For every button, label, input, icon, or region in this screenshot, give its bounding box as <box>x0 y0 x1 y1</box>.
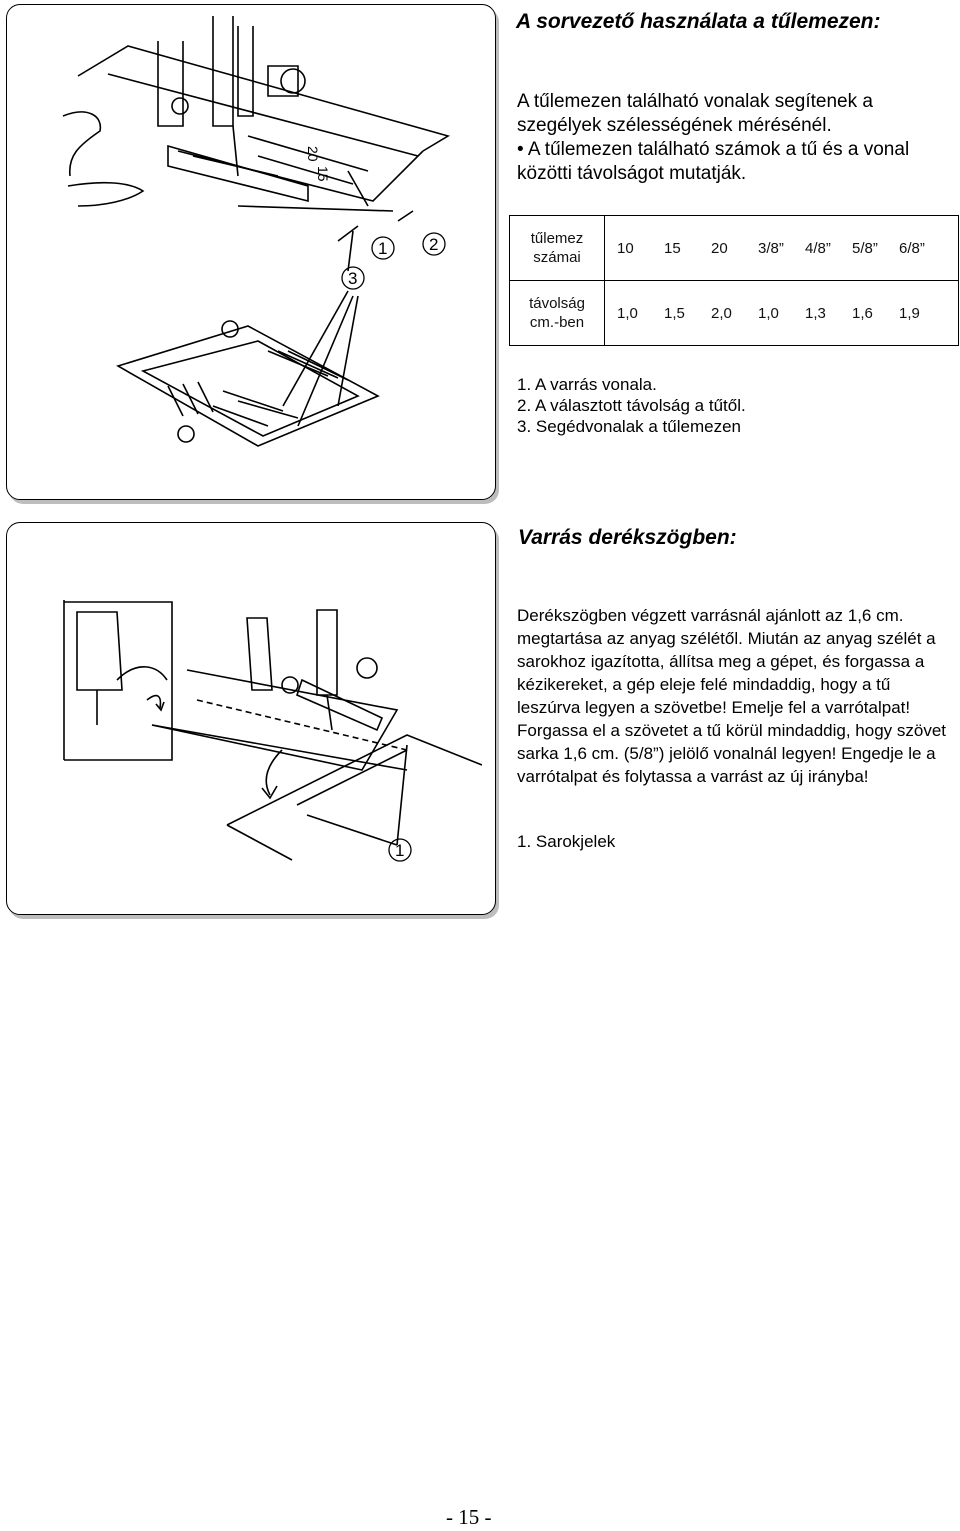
plate-mark-20: 20 <box>305 146 321 162</box>
table-cell: 15 <box>664 239 681 257</box>
table-cell: 1,6 <box>852 304 873 322</box>
corner-seam-description: Derékszögben végzett varrásnál ajánlott az 1,6 cm. megtartása az anyag szélétől. Miután az anyag szélét a sarokhoz igazította, állítsa meg a gépet, és forgassa a kézikereket, a gép eleje felé mindaddig, hogy a tű leszúrva legyen a szövetbe! Emelje fel a varrótalpat! Forgassa el a szövetet a tű körül mindaddig, hogy szövet sarka 1,6 cm. (5/8”) jelölő vonalnál legyen! Engedje le a varrótalpat és folytassa a varrást az új irányba! <box>517 606 947 786</box>
corner-seam-legend: 1. Sarokjelek <box>517 832 616 851</box>
table-row-plate-numbers <box>605 216 959 281</box>
legend-item: 3. Segédvonalak a tűlemezen <box>517 417 741 436</box>
seam-guide-legend <box>517 374 746 437</box>
table-row-distance <box>605 281 959 346</box>
table-row-label-distance: távolság cm.-ben <box>510 281 605 346</box>
callout-3: 3 <box>348 269 358 288</box>
seam-guide-description <box>517 90 947 186</box>
table-cell: 6/8” <box>899 239 925 257</box>
callout-2: 2 <box>429 235 439 254</box>
table-cell: 1,3 <box>805 304 826 322</box>
table-cell: 10 <box>617 239 634 257</box>
needle-plate-distance-table <box>509 215 959 346</box>
callout-1: 1 <box>378 239 388 258</box>
presser-foot-illustration <box>8 6 498 496</box>
table-cell: 20 <box>711 239 728 257</box>
table-row-label-plate-numbers: tűlemez számai <box>510 216 605 281</box>
table-cell: 5/8” <box>852 239 878 257</box>
seam-guide-paragraph: A tűlemezen található vonalak segítenek a szegélyek szélességének mérésénél. <box>517 91 873 136</box>
legend-item: 2. A választott távolság a tűtől. <box>517 396 746 415</box>
legend-item: 1. A varrás vonala. <box>517 375 657 394</box>
section-title-corner-seam: Varrás derékszögben: <box>518 526 737 549</box>
table-cell: 2,0 <box>711 304 732 322</box>
table-cell: 1,0 <box>758 304 779 322</box>
callout-1: 1 <box>395 841 405 860</box>
table-cell: 4/8” <box>805 239 831 257</box>
table-cell: 1,9 <box>899 304 920 322</box>
seam-guide-bullet: • A tűlemezen található számok a tű és a vonal közötti távolságot mutatják. <box>517 139 910 184</box>
plate-mark-15: 15 <box>315 166 331 182</box>
corner-seam-illustration <box>62 600 482 890</box>
section-title-seam-guide: A sorvezető használata a tűlemezen: <box>516 10 881 33</box>
table-cell: 1,0 <box>617 304 638 322</box>
page-number: - 15 - <box>446 1505 492 1529</box>
table-cell: 3/8” <box>758 239 784 257</box>
table-cell: 1,5 <box>664 304 685 322</box>
